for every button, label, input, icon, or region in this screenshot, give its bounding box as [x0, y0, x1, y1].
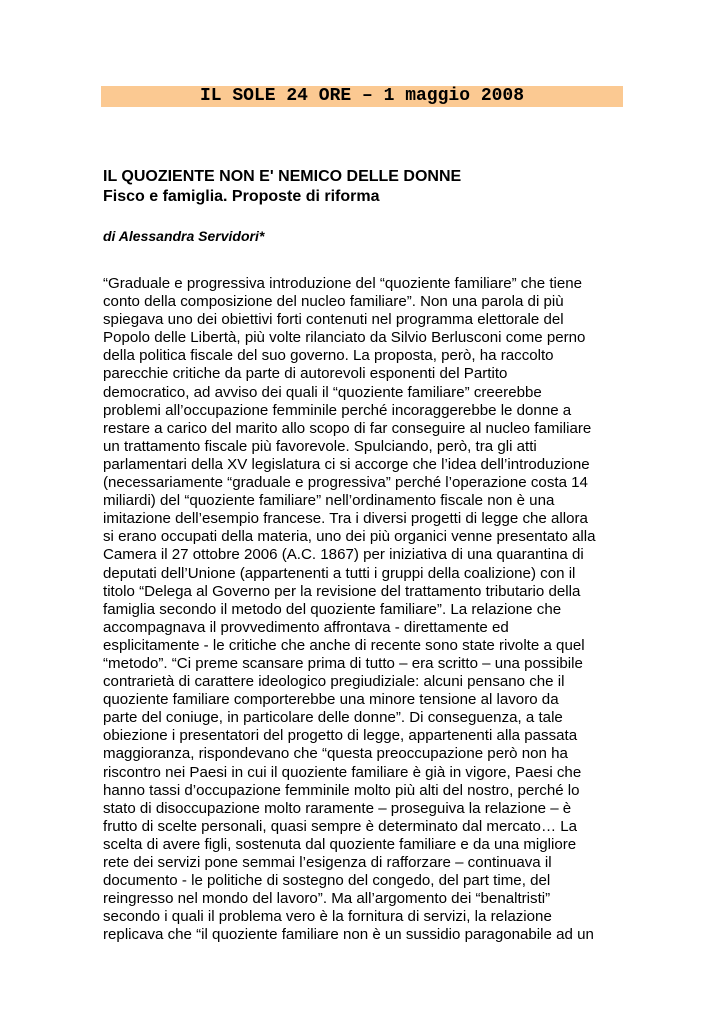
body-line: deputati dell’Unione (appartenenti a tutti i gruppi della coalizione) con il — [103, 564, 576, 582]
body-line: (necessariamente “graduale e progressiva” perché l’operazione costa 14 — [103, 474, 588, 492]
body-line: maggioranza, rispondevano che “questa preoccupazione però non ha — [103, 745, 568, 763]
body-line: documento - le politiche di sostegno del congedo, del part time, del — [103, 872, 551, 890]
body-line: Popolo delle Libertà, più volte rilanciato da Silvio Berlusconi come perno — [103, 329, 586, 347]
body-line: esplicitamente - le critiche che anche di recente sono state rivolte a quel — [103, 636, 585, 654]
body-line: stato di disoccupazione molto raramente – proseguiva la relazione – è — [103, 799, 572, 817]
body-line: scelta di avere figli, sostenuta dal quoziente familiare e da una migliore — [103, 835, 577, 853]
body-line: parlamentari della XV legislatura ci si accorge che l’idea dell’introduzione — [103, 455, 590, 473]
body-line: si erano occupati della materia, uno dei più organici venne presentato alla — [103, 528, 596, 546]
body-line: un trattamento fiscale più favorevole. Spulciando, però, tra gli atti — [103, 437, 537, 455]
body-line: riscontro nei Paesi in cui il quoziente familiare è già in vigore, Paesi che — [103, 763, 582, 781]
body-line: conto della composizione del nucleo familiare”. Non una parola di più — [103, 293, 564, 311]
body-line: parte del coniuge, in particolare delle donne”. Di conseguenza, a tale — [103, 709, 563, 727]
body-line: restare a carico del marito allo scopo di far conseguire al nucleo familiare — [103, 419, 592, 437]
body-line: “metodo”. “Ci preme scansare prima di tutto – era scritto – una possibile — [103, 654, 583, 672]
body-line: hanno tassi d’occupazione femminile molto più alti del nostro, perché lo — [103, 781, 580, 799]
body-line: “Graduale e progressiva introduzione del “quoziente familiare” che tiene — [103, 275, 583, 292]
article-headline: IL QUOZIENTE NON E' NEMICO DELLE DONNE — [103, 168, 462, 185]
article-subheadline: Fisco e famiglia. Proposte di riforma — [103, 188, 380, 205]
body-line: frutto di scelte personali, quasi sempre è determinato dal mercato… La — [103, 817, 578, 835]
body-line: imitazione dell’esempio francese. Tra i diversi progetti di legge che allora — [103, 510, 588, 528]
body-line: problemi all’occupazione femminile perché incoraggerebbe le donne a — [103, 401, 572, 419]
body-line: democratico, ad avviso dei quali il “quoziente familiare” creerebbe — [103, 383, 542, 401]
body-line: titolo “Delega al Governo per la revisione del trattamento tributario della — [103, 582, 581, 600]
body-line: parecchie critiche da parte di autorevoli esponenti del Partito — [103, 365, 508, 383]
body-line: rete dei servizi pone semmai l’esigenza di rafforzare – continuava il — [103, 854, 552, 871]
body-line: reingresso nel mondo del lavoro”. Ma all’argomento dei “benaltristi” — [103, 890, 551, 908]
body-line: accompagnava il provvedimento affrontava - direttamente ed — [103, 618, 509, 636]
article-byline: di Alessandra Servidori* — [103, 228, 265, 244]
body-line: spiegava uno dei obiettivi forti contenuti nel programma elettorale del — [103, 311, 564, 329]
article-title — [103, 167, 623, 207]
body-line: miliardi) del “quoziente familiare” nell’ordinamento fiscale non è una — [103, 492, 555, 510]
body-line: contrarietà di carattere ideologico pregiudiziale: alcuni pensano che il — [103, 673, 565, 691]
body-line: replicava che “il quoziente familiare non è un sussidio paragonabile ad un — [103, 926, 594, 944]
body-line: della politica fiscale del suo governo. La proposta, però, ha raccolto — [103, 347, 554, 365]
body-line: quoziente familiare comporterebbe una minore tensione al lavoro da — [103, 691, 559, 709]
newspaper-masthead: IL SOLE 24 ORE – 1 maggio 2008 — [101, 86, 623, 107]
body-line: Camera il 27 ottobre 2006 (A.C. 1867) per iniziativa di una quarantina di — [103, 546, 584, 564]
article-body — [103, 275, 623, 944]
body-line: famiglia secondo il metodo del quoziente familiare”. La relazione che — [103, 600, 562, 618]
body-line: secondo i quali il problema vero è la fornitura di servizi, la relazione — [103, 908, 552, 926]
body-line: obiezione i presentatori del progetto di legge, appartenenti alla passata — [103, 727, 578, 745]
